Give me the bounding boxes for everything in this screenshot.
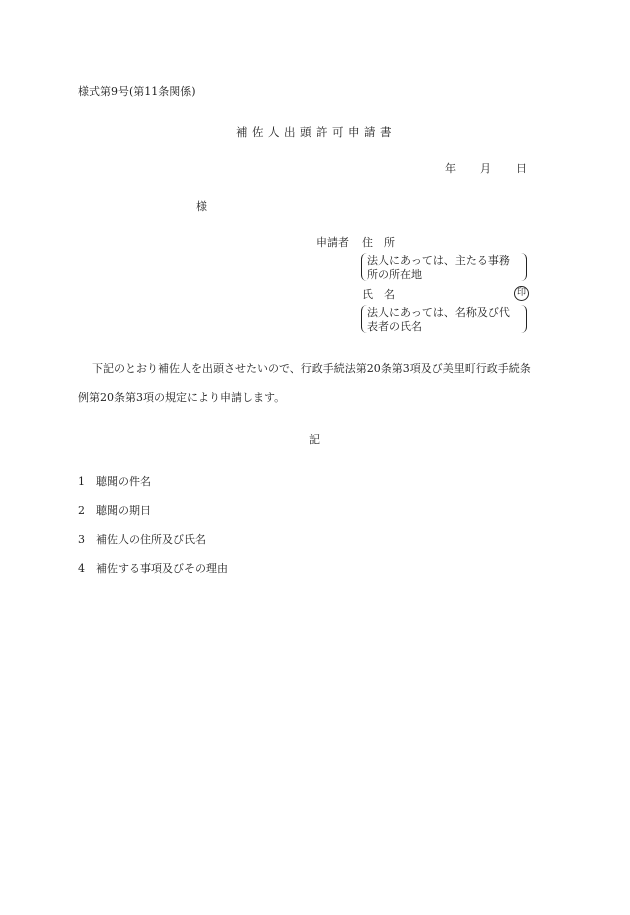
body-text-line-1: 下記のとおり補佐人を出頭させたいので、行政手続法第20条第3項及び美里町行政手続条 [92, 362, 531, 375]
item-text: 聴聞の件名 [96, 475, 151, 488]
name-label: 氏 名 [362, 288, 395, 301]
list-item [78, 504, 151, 518]
form-number: 様式第9号(第11条関係) [78, 85, 196, 98]
address-note-text: 法人にあっては、主たる事務 所の所在地 [367, 254, 510, 281]
right-paren [521, 305, 527, 333]
item-text: 聴聞の期日 [96, 504, 151, 517]
item-number: 4 [78, 562, 85, 575]
address-note [361, 253, 527, 283]
name-note-text: 法人にあっては、名称及び代 表者の氏名 [367, 306, 510, 333]
item-number: 1 [78, 475, 85, 488]
document-title: 補佐人出頭許可申請書 [236, 125, 396, 139]
name-note [361, 305, 527, 335]
list-item [78, 475, 151, 489]
address-label: 住 所 [362, 236, 395, 249]
item-text: 補佐人の住所及び氏名 [96, 533, 206, 546]
addressee-suffix: 様 [196, 200, 207, 213]
applicant-label: 申請者 [316, 236, 349, 249]
date-year: 年 [445, 162, 456, 175]
notes-heading: 記 [309, 433, 320, 446]
item-number: 3 [78, 533, 85, 546]
list-item [78, 533, 206, 547]
item-text: 補佐する事項及びその理由 [96, 562, 228, 575]
date-day: 日 [516, 162, 527, 175]
item-number: 2 [78, 504, 85, 517]
list-item [78, 562, 228, 576]
right-paren [521, 253, 527, 281]
body-text-line-2: 例第20条第3項の規定により申請します。 [78, 391, 286, 404]
seal-mark: 印 [514, 286, 529, 301]
date-month: 月 [480, 162, 491, 175]
